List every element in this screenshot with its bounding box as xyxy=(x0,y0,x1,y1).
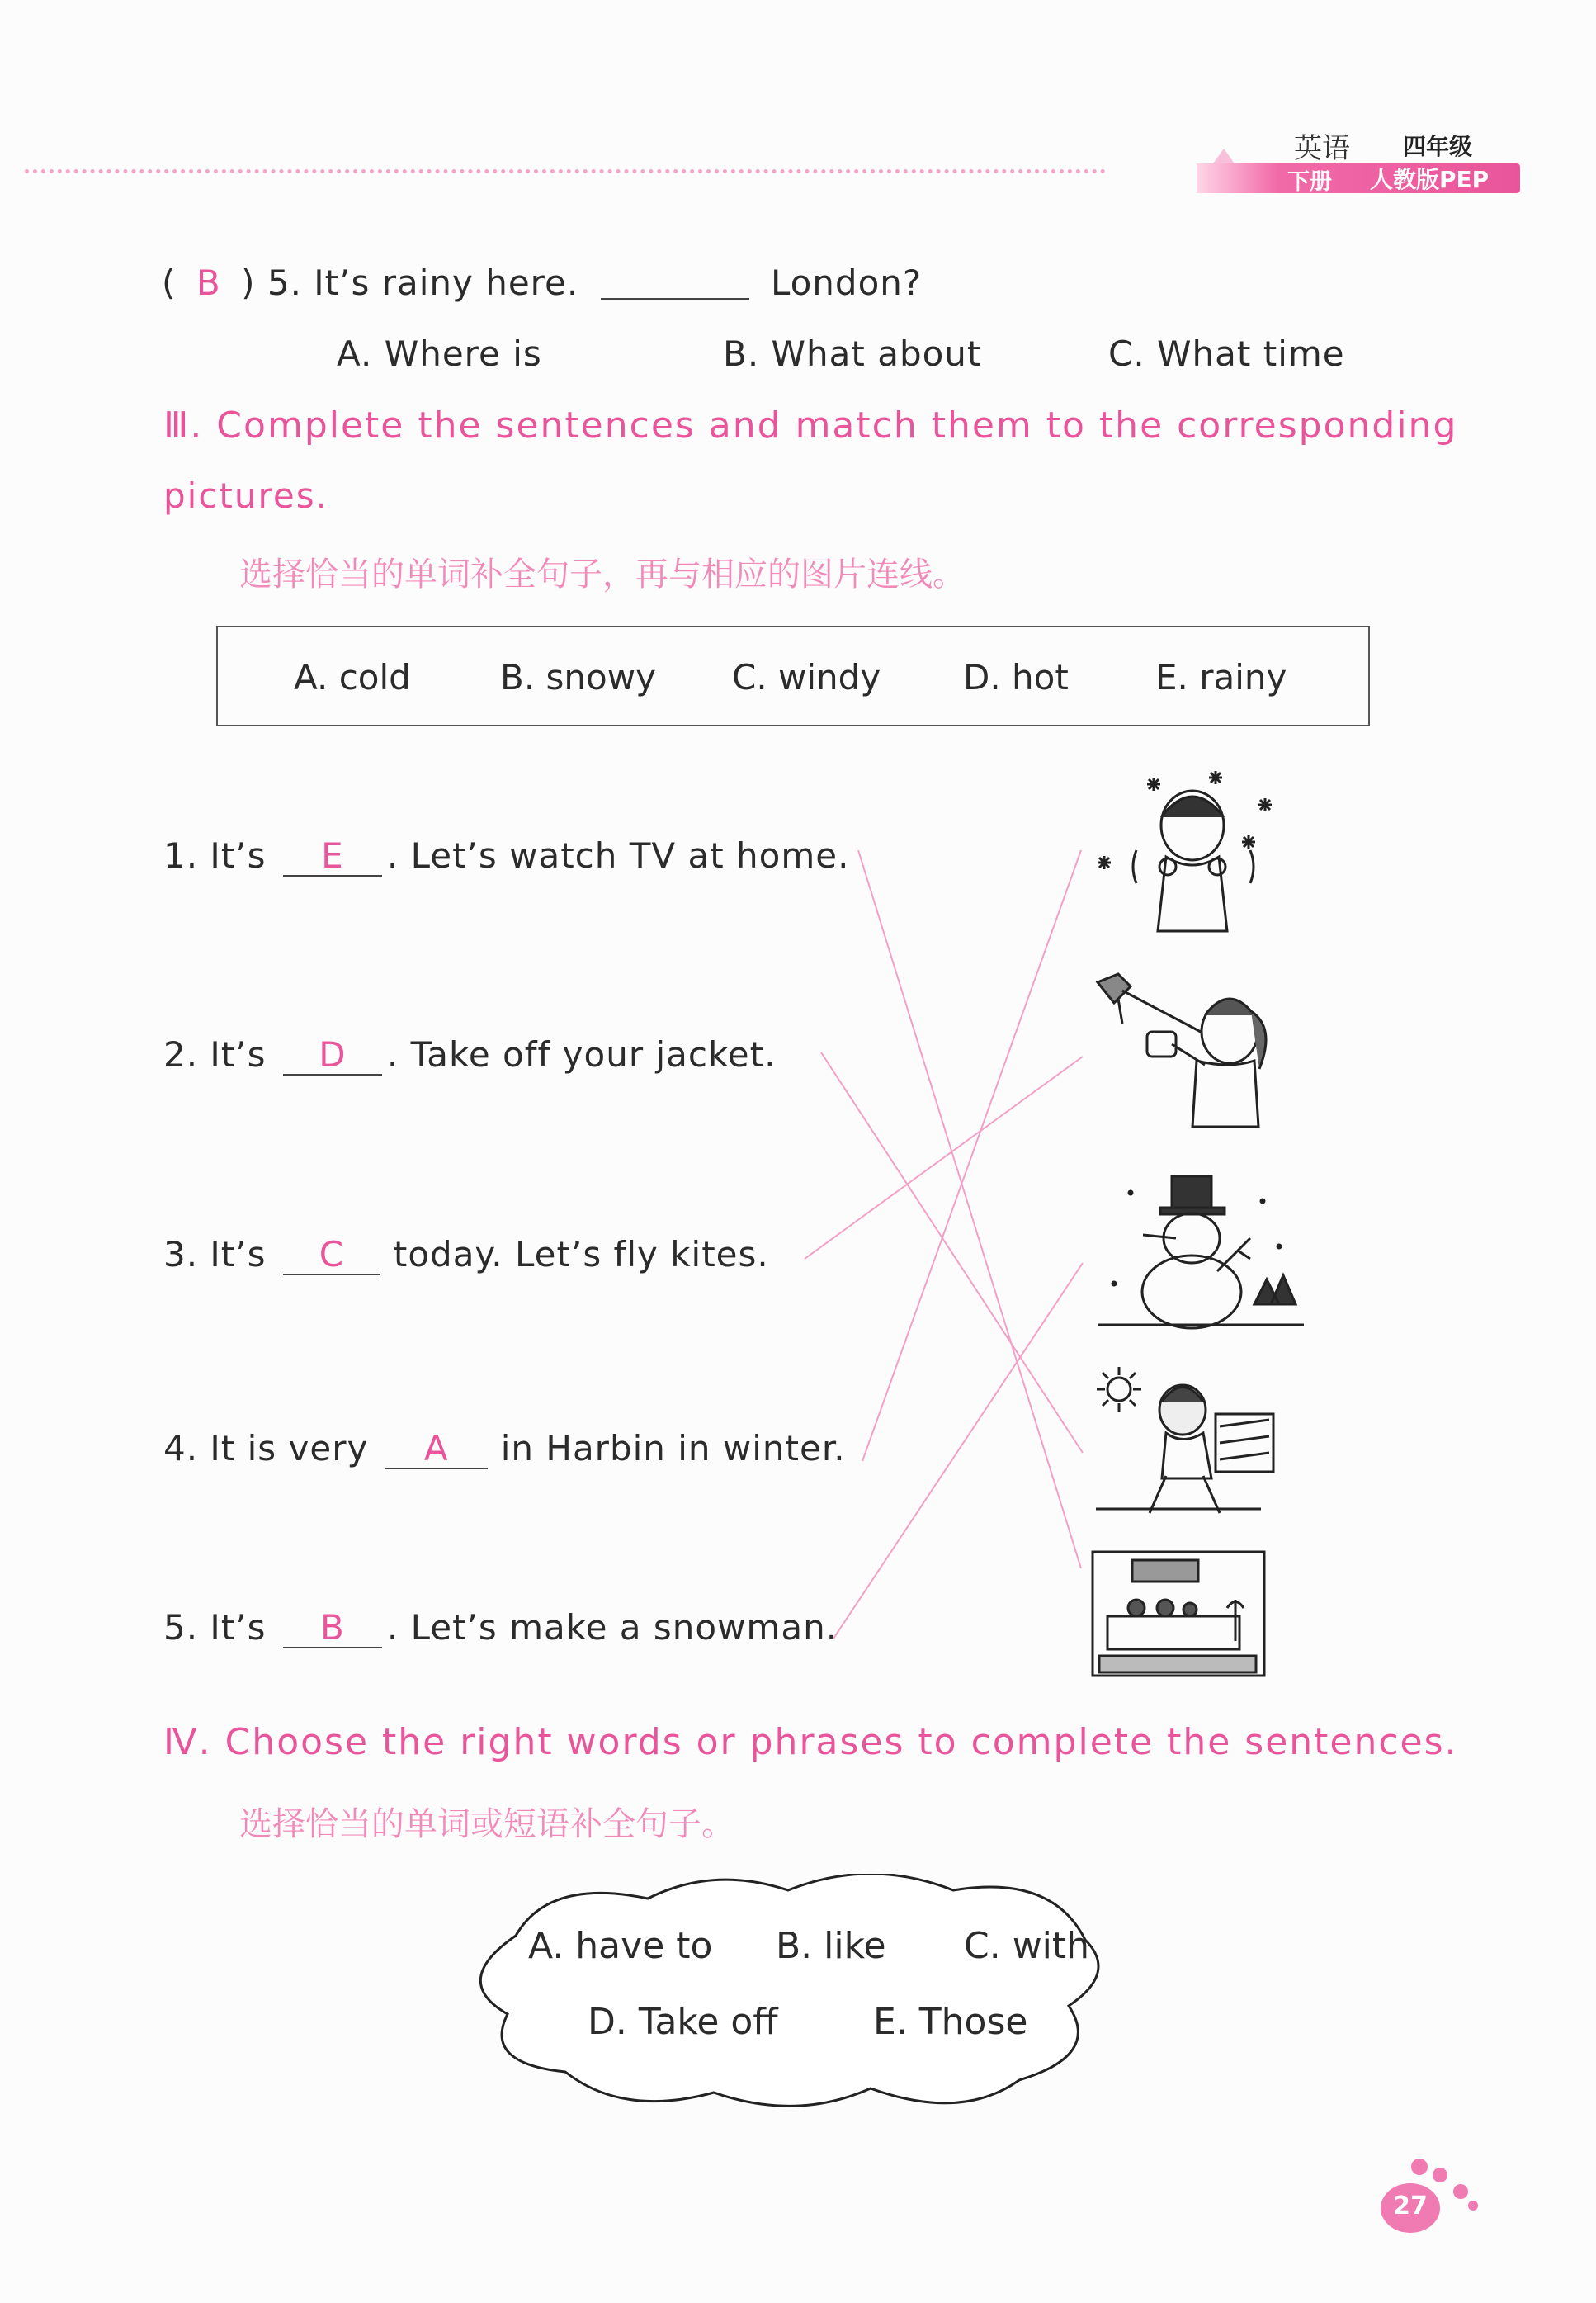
sentence-2-after: . Take off your jacket. xyxy=(386,1034,777,1075)
snowflake-icon xyxy=(1147,778,1160,791)
cloud-word: E. Those xyxy=(873,2001,1028,2043)
sentence-4-blank[interactable]: A xyxy=(385,1430,488,1469)
sentence-2-blank[interactable]: D xyxy=(283,1036,382,1076)
q5-option-c: C. What time xyxy=(1108,333,1345,374)
q5-paren-open: ( xyxy=(162,262,177,303)
cloud-word: B. like xyxy=(776,1925,886,1967)
page-number: 27 xyxy=(1393,2192,1428,2220)
snowflake-icon xyxy=(1098,856,1111,869)
hot-day-picture xyxy=(1088,1360,1302,1525)
sentence-2-before: 2. It’s xyxy=(163,1034,267,1075)
snowflake-icon xyxy=(1209,771,1222,784)
kite-girl-picture xyxy=(1089,966,1296,1135)
sentence-4-after: in Harbin in winter. xyxy=(500,1428,846,1468)
q5-paren-close: ) xyxy=(241,262,256,303)
sentence-3-before: 3. It’s xyxy=(163,1234,267,1274)
word-option: C. windy xyxy=(732,657,881,698)
match-line-4 xyxy=(862,850,1081,1461)
section3-title-line2: pictures. xyxy=(163,475,328,516)
word-option: B. snowy xyxy=(500,657,656,698)
cloud-word: C. with xyxy=(964,1925,1090,1967)
match-line-3 xyxy=(805,1057,1083,1259)
q5-text-b: London? xyxy=(770,262,923,303)
cloud-word: D. Take off xyxy=(588,2001,778,2043)
sentence-1-blank[interactable]: E xyxy=(283,837,382,877)
word-option: D. hot xyxy=(963,657,1069,698)
sentence-3-blank[interactable]: C xyxy=(283,1236,380,1275)
sun-icon xyxy=(1097,1367,1141,1412)
q5-text-a: 5. It’s rainy here. xyxy=(267,262,579,303)
sentence-1-before: 1. It’s xyxy=(163,835,267,876)
section3-title-line1: Ⅲ. Complete the sentences and match them to the corresponding xyxy=(163,404,1458,447)
section4-title: Ⅳ. Choose the right words or phrases to complete the sentences. xyxy=(163,1721,1458,1763)
sentence-3-after: today. Let’s fly kites. xyxy=(393,1234,769,1274)
q5-option-b: B. What about xyxy=(723,333,982,374)
section4-subtitle: 选择恰当的单词或短语补全句子。 xyxy=(239,1805,734,1843)
header-edition: 人教版PEP xyxy=(1370,166,1490,193)
word-cloud-shape xyxy=(425,1874,1159,2113)
sentence-5-blank[interactable]: B xyxy=(283,1609,382,1648)
match-line-2 xyxy=(821,1052,1083,1453)
q5-option-a: A. Where is xyxy=(337,333,542,374)
kite-icon xyxy=(1098,974,1131,1003)
word-option: A. cold xyxy=(294,657,411,698)
word-option: E. rainy xyxy=(1155,657,1287,698)
sentence-5-before: 5. It’s xyxy=(163,1607,267,1648)
family-tv-picture xyxy=(1091,1550,1266,1677)
snowflake-icon xyxy=(1242,835,1255,849)
section3-subtitle: 选择恰当的单词补全句子，再与相应的图片连线。 xyxy=(239,556,966,593)
header-subject: 英语 xyxy=(1294,132,1350,165)
sentence-1-after: . Let’s watch TV at home. xyxy=(386,835,850,876)
cloud-word: A. have to xyxy=(528,1925,713,1967)
header-volume: 下册 xyxy=(1287,169,1332,195)
header-grade: 四年级 xyxy=(1403,133,1473,160)
match-line-1 xyxy=(858,850,1081,1568)
sentence-5-after: . Let’s make a snowman. xyxy=(386,1607,838,1648)
cold-girl-picture xyxy=(1085,759,1300,937)
snowman-picture xyxy=(1081,1168,1312,1333)
q5-answer: B xyxy=(196,262,221,303)
sentence-4-before: 4. It is very xyxy=(163,1428,369,1468)
snowflake-icon xyxy=(1258,798,1272,811)
